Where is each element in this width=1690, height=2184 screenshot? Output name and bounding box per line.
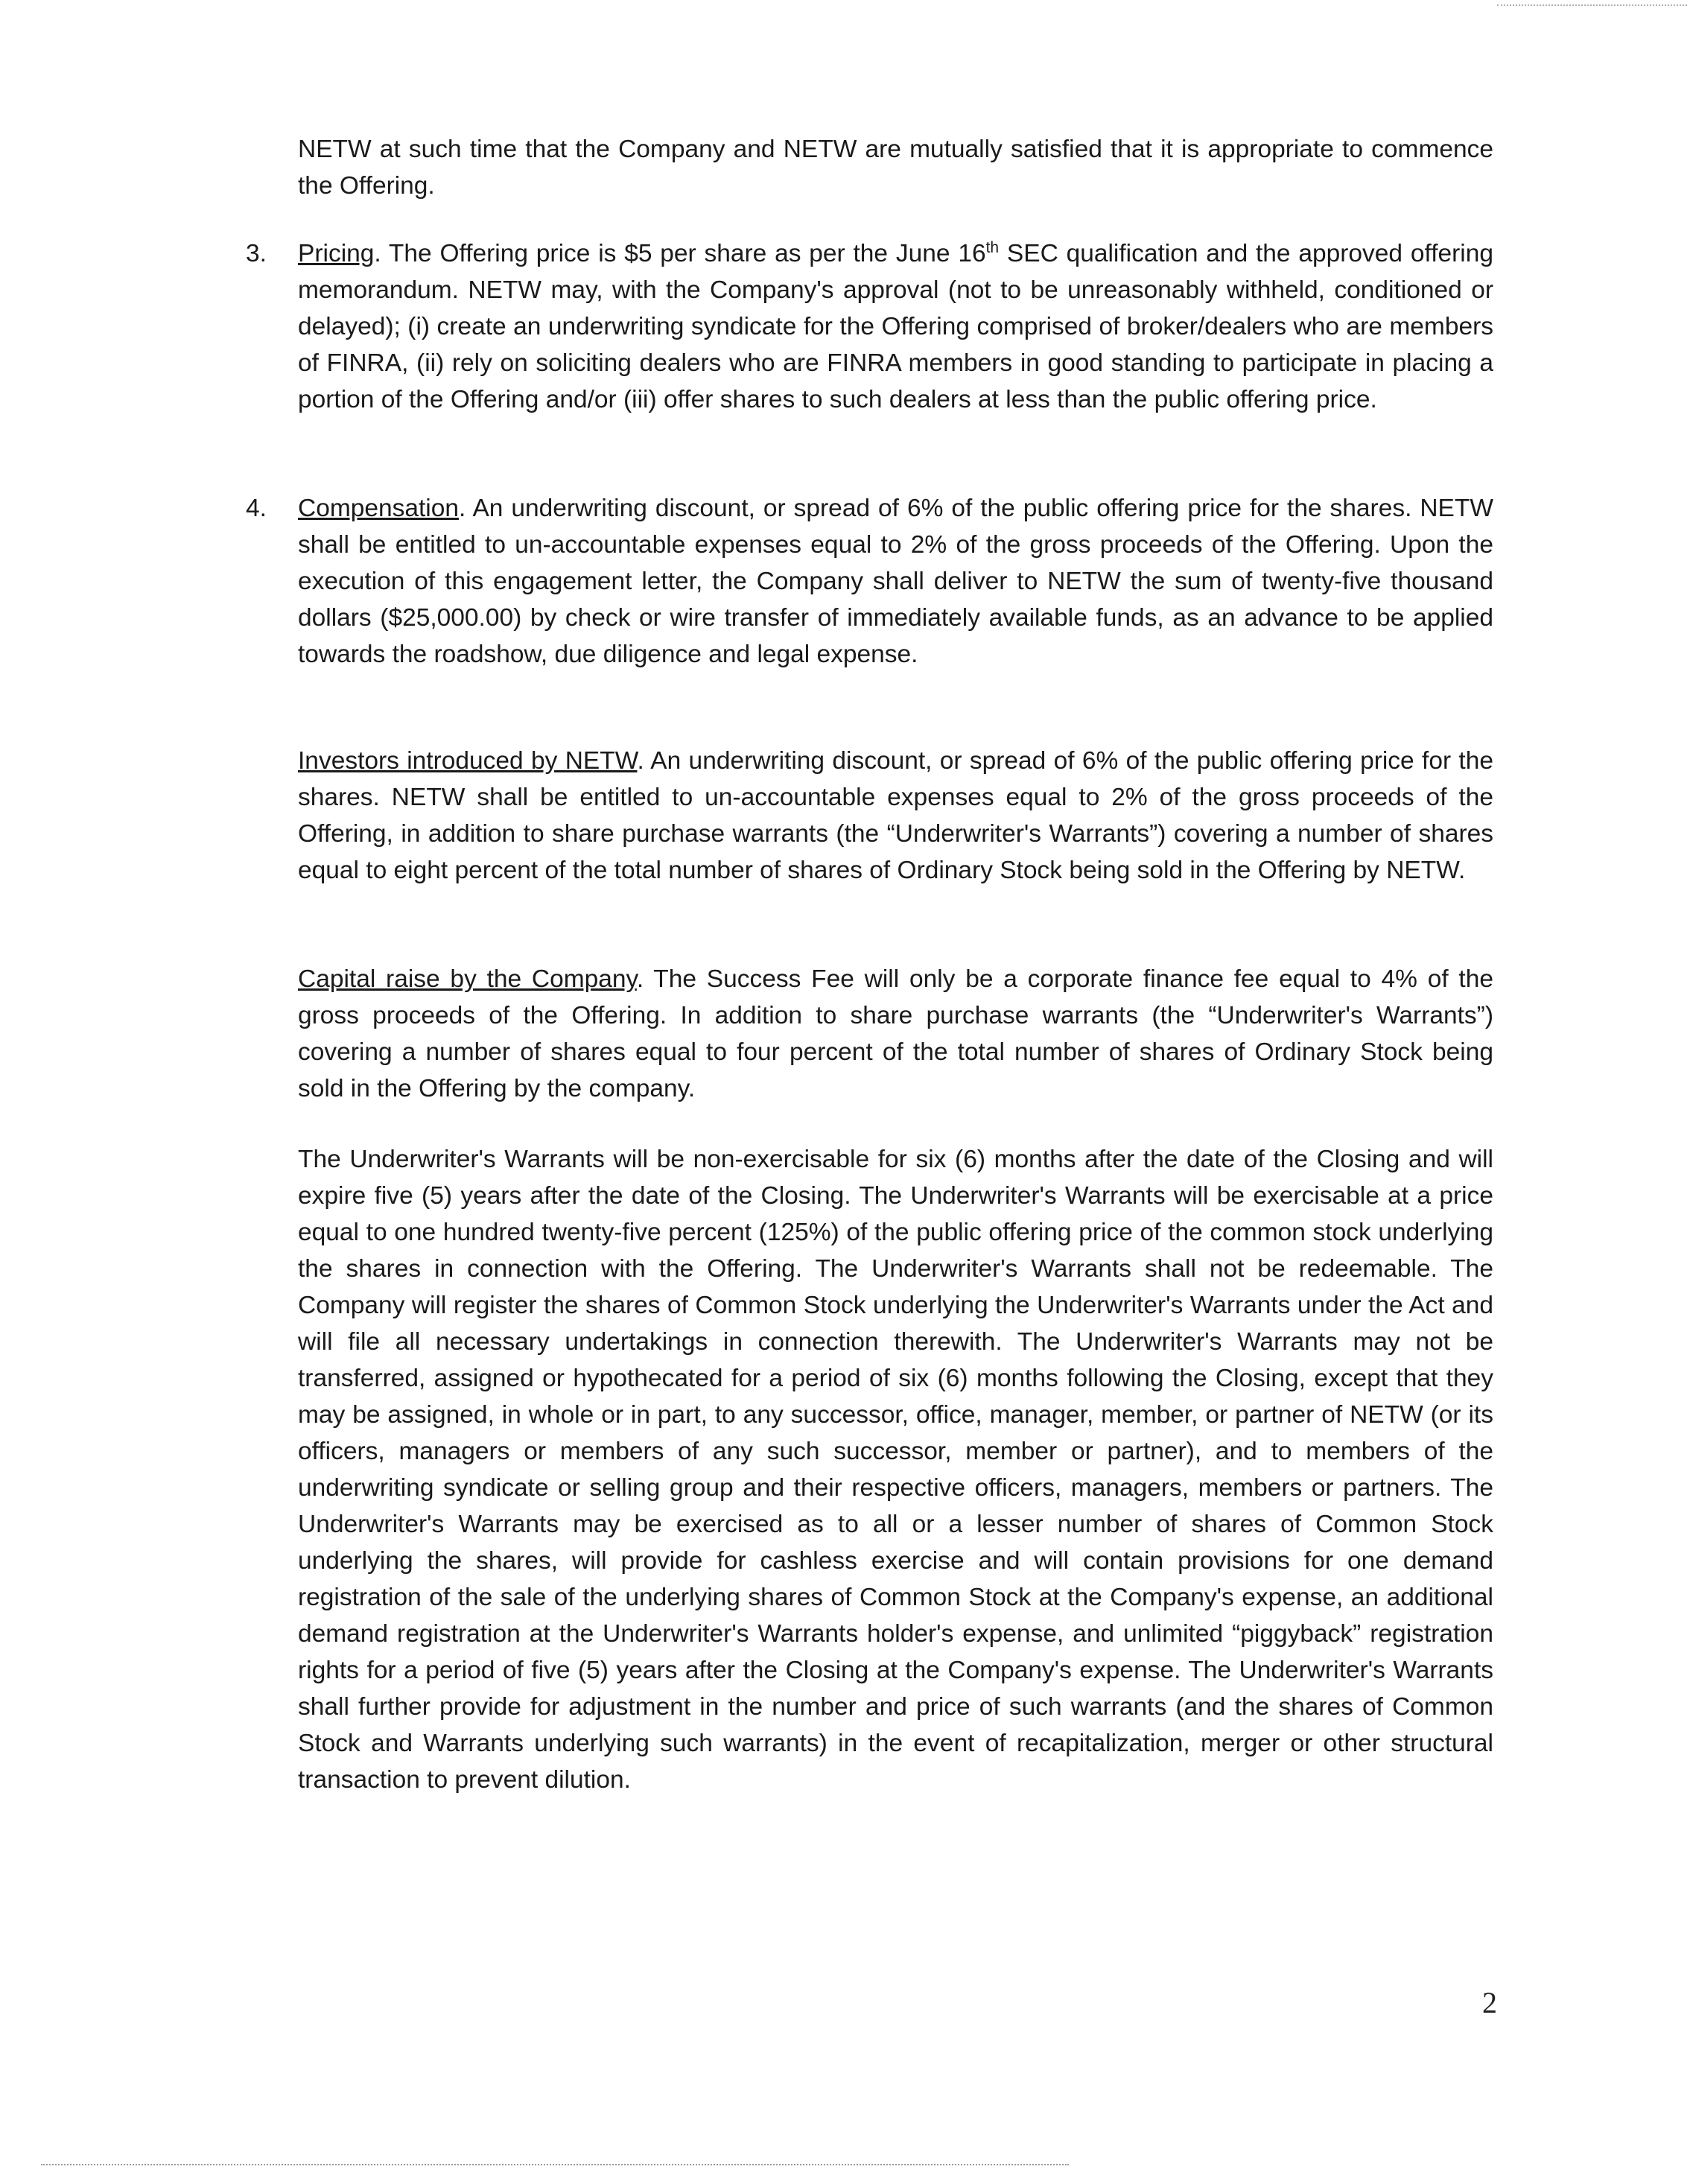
item-text-continued: SEC qualification and the approved offering memorandum. NETW may, with the Company's approval (not to be unreasonably withheld, conditioned or delayed); (i) create an underwriting syndicate for the Offering comprised of broker/dealers who are members of FINRA, (ii) rely on soliciting dealers who are FINRA members in good standing to participate in placing a portion of the Offering and/or (iii) offer shares to such dealers at less than the public offering price. xyxy=(298,240,1493,413)
item-heading: Compensation xyxy=(298,495,460,522)
item-number: 4. xyxy=(246,495,267,522)
page-number: 2 xyxy=(1482,1986,1497,2019)
scan-edge-mark xyxy=(41,2164,1069,2165)
item-text: . An underwriting discount, or spread of 6% of the public offering price for the shares. NETW shall be entitled to un-accountable expenses equal to 2% of the gross proceeds of the Offering. Upon the execution of this engagement letter, the Company shall deliver to NETW the sum of twenty-five thousand dollars ($25,000.00) by check or wire transfer of immediately available funds, as an advance to be applied towards the roadshow, due diligence and legal expense. xyxy=(298,495,1493,668)
item-text: . The Offering price is $5 per share as per the June 16 xyxy=(374,240,986,267)
paragraph-heading: Capital raise by the Company xyxy=(298,965,637,993)
item-body xyxy=(298,490,1493,673)
warrants-paragraph: The Underwriter's Warrants will be non-exercisable for six (6) months after the date of the Closing and will expire five (5) years after the date of the Closing. The Underwriter's Warrants will be exercisable at a price equal to one hundred twenty-five percent (125%) of the public offering price of the common stock underlying the shares in connection with the Offering. The Underwriter's Warrants shall not be redeemable. The Company will register the shares of Common Stock underlying the Underwriter's Warrants under the Act and will file all necessary undertakings in connection therewith. The Underwriter's Warrants may not be transferred, assigned or hypothecated for a period of six (6) months following the Closing, except that they may be assigned, in whole or in part, to any successor, office, manager, member, or partner of NETW (or its officers, managers or members of any such successor, member or partner), and to members of the underwriting syndicate or selling group and their respective officers, managers, members or partners. The Underwriter's Warrants may be exercised as to all or a lesser number of shares of Common Stock underlying the shares, will provide for cashless exercise and will contain provisions for one demand registration of the sale of the underlying shares of Common Stock at the Company's expense, an additional demand registration at the Underwriter's Warrants holder's expense, and unlimited “piggyback” registration rights for a period of five (5) years after the Closing at the Company's expense. The Underwriter's Warrants shall further provide for adjustment in the number and price of such warrants (and the shares of Common Stock and Warrants underlying such warrants) in the event of recapitalization, merger or other structural transaction to prevent dilution. xyxy=(298,1146,1493,1794)
item-number: 3. xyxy=(246,240,267,267)
item-body xyxy=(298,235,1493,418)
item-heading: Pricing xyxy=(298,240,375,267)
investors-paragraph xyxy=(298,743,1493,889)
capital-raise-paragraph xyxy=(298,961,1493,1107)
paragraph-text: . The Success Fee will only be a corporate finance fee equal to 4% of the gross proceeds of the Offering. In addition to share purchase warrants (the “Underwriter's Warrants”) covering a number of shares equal to four percent of the total number of shares of Ordinary Stock being sold in the Offering by the company. xyxy=(298,965,1493,1102)
ordinal-suffix: th xyxy=(985,238,1000,256)
paragraph-text: . An underwriting discount, or spread of 6% of the public offering price for the shares. NETW shall be entitled to un-accountable expenses equal to 2% of the gross proceeds of the Offering, in addition to share purchase warrants (the “Underwriter's Warrants”) covering a number of shares equal to eight percent of the total number of shares of Ordinary Stock being sold in the Offering by NETW. xyxy=(298,747,1493,884)
scan-edge-mark xyxy=(1497,4,1687,6)
continuation-paragraph: NETW at such time that the Company and NETW are mutually satisfied that it is appropriate to commence the Offering. xyxy=(298,136,1493,200)
paragraph-heading: Investors introduced by NETW xyxy=(298,747,638,775)
